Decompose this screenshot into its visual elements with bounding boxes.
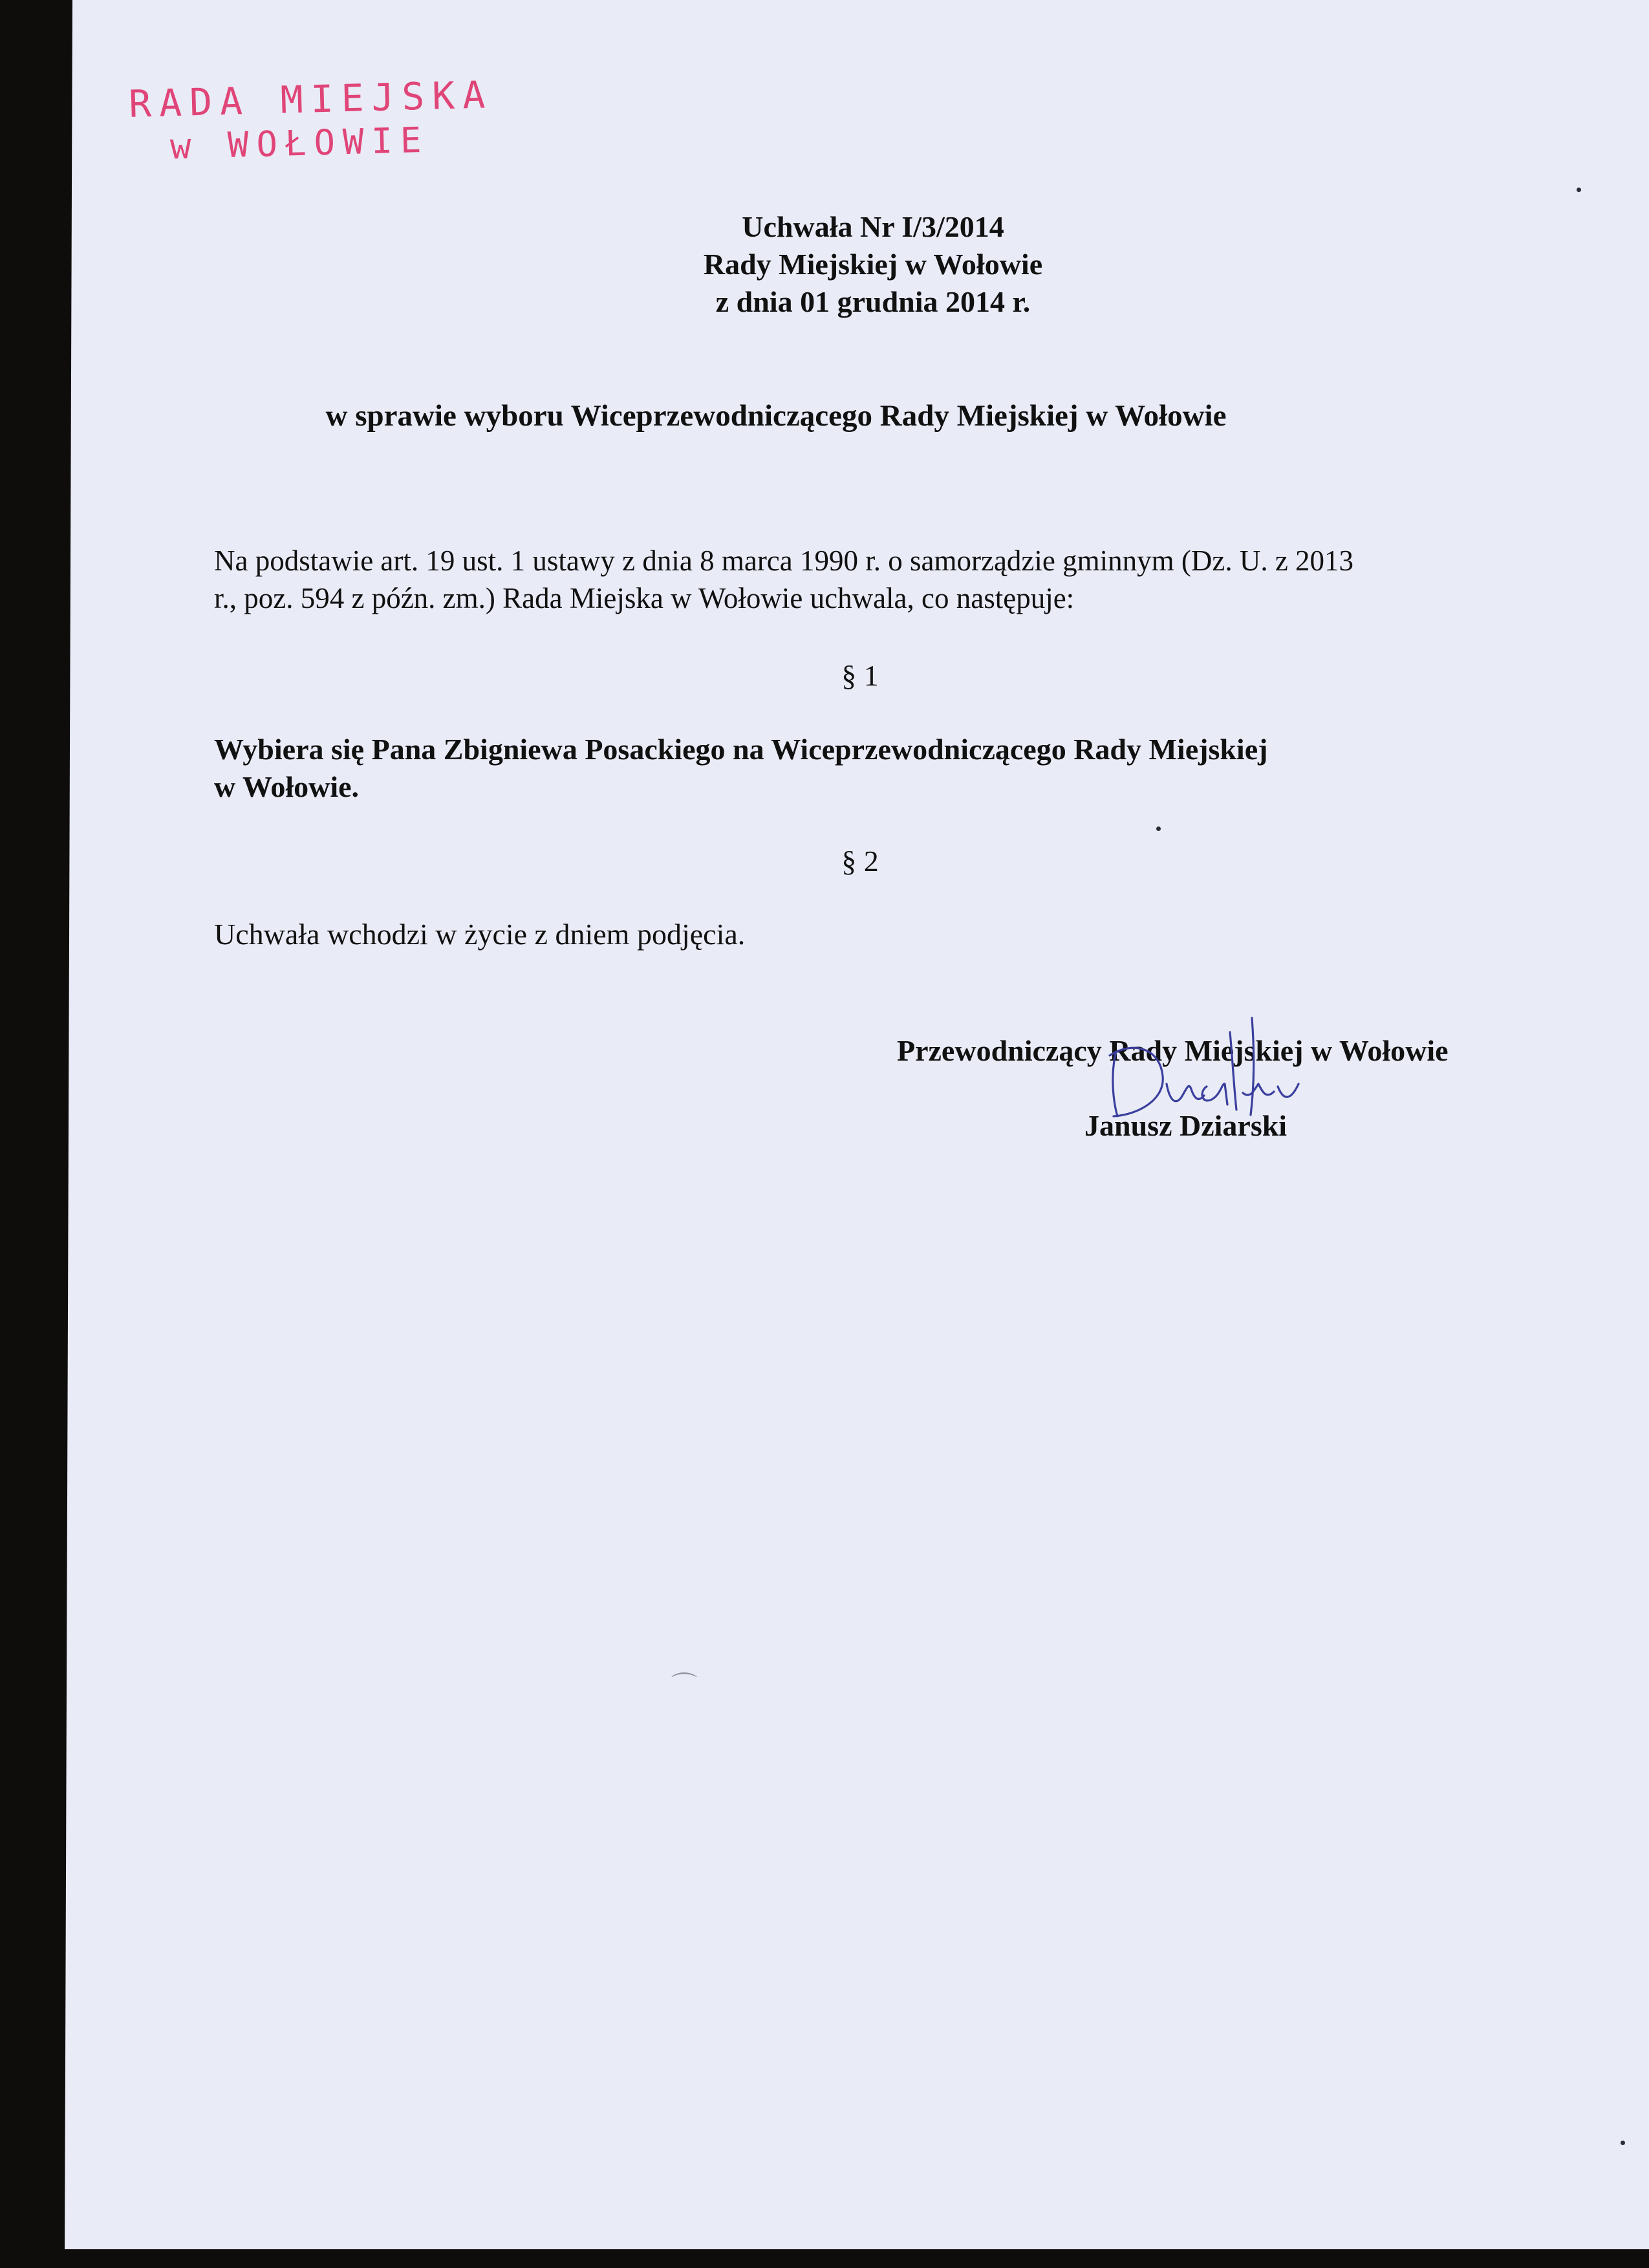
section-1-line-2: w Wołowie. bbox=[214, 770, 360, 803]
scan-speck bbox=[1156, 826, 1161, 831]
legal-basis bbox=[214, 542, 1514, 617]
section-1-line-1: Wybiera się Pana Zbigniewa Posackiego na Wiceprzewodniczącego Rady Miejskiej bbox=[214, 733, 1268, 766]
legal-basis-line-2: r., poz. 594 z późn. zm.) Rada Miejska w Wołowie uchwala, co następuje: bbox=[214, 582, 1075, 614]
signature-stroke bbox=[1110, 1018, 1299, 1116]
stamp-line-1: RADA MIEJSKA bbox=[128, 72, 493, 126]
section-marker-2: § 2 bbox=[841, 845, 879, 878]
section-2-text: Uchwała wchodzi w życie z dniem podjęcia. bbox=[214, 918, 746, 951]
scan-speck bbox=[1577, 188, 1581, 192]
scan-speck bbox=[1621, 2141, 1625, 2145]
signatory-name: Janusz Dziarski bbox=[1084, 1109, 1288, 1142]
resolution-issuer: Rady Miejskiej w Wołowie bbox=[703, 248, 1043, 281]
resolution-subject: w sprawie wyboru Wiceprzewodniczącego Rady Miejskiej w Wołowie bbox=[325, 399, 1227, 433]
scan-mark: ⌒ bbox=[671, 1671, 697, 1700]
resolution-date: z dnia 01 grudnia 2014 r. bbox=[715, 285, 1031, 318]
resolution-header bbox=[582, 208, 1164, 321]
legal-basis-line-1: Na podstawie art. 19 ust. 1 ustawy z dnia 8 marca 1990 r. o samorządzie gminnym (Dz. U. z 2013 bbox=[214, 545, 1354, 577]
section-marker-1: § 1 bbox=[841, 659, 879, 692]
council-stamp bbox=[128, 71, 518, 169]
signatory-title: Przewodniczący Rady Miejskiej w Wołowie bbox=[897, 1034, 1449, 1067]
stamp-line-2: w WOŁOWIE bbox=[169, 119, 430, 167]
scanned-page bbox=[65, 0, 1649, 2249]
section-1-text bbox=[214, 731, 1475, 806]
handwritten-signature bbox=[1093, 1001, 1326, 1143]
resolution-number: Uchwała Nr I/3/2014 bbox=[742, 210, 1004, 243]
